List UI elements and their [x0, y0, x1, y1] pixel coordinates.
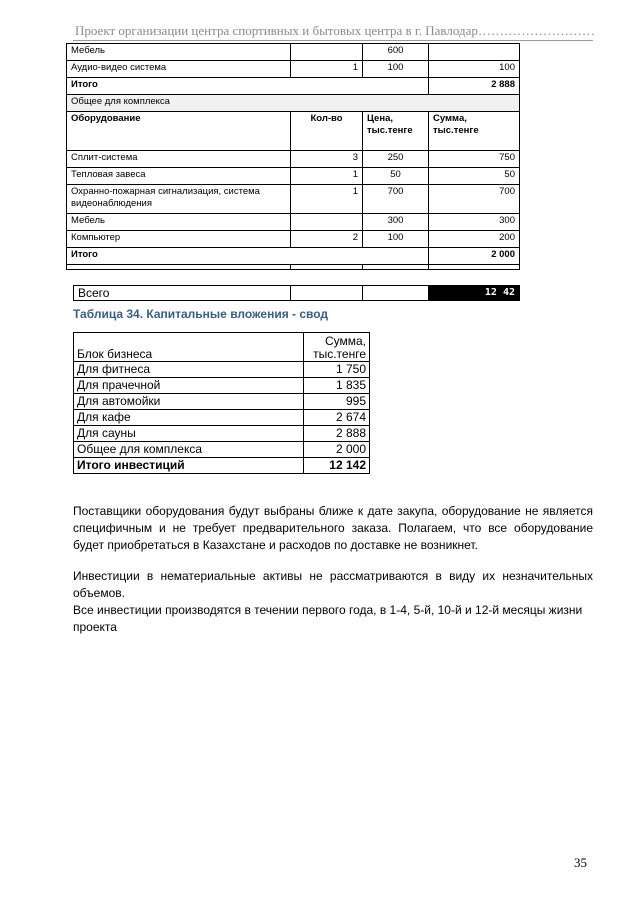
col-equipment: Оборудование	[67, 112, 291, 151]
subtotal-value: 2 000	[429, 248, 520, 265]
summary-label: Для фитнеса	[74, 362, 304, 378]
cell-name: Мебель	[67, 44, 291, 61]
cell-sum: 100	[429, 61, 520, 78]
grand-total-label: Всего	[74, 286, 291, 301]
table-row	[74, 394, 370, 410]
cell-qty: 1	[291, 61, 363, 78]
page-number: 35	[574, 855, 587, 870]
cell-qty	[291, 214, 363, 231]
cell-qty	[291, 44, 363, 61]
summary-total-label: Итого инвестиций	[74, 458, 304, 474]
cell-name: Охранно-пожарная сигнализация, система видеонаблюдения	[67, 185, 291, 214]
cell-price: 600	[363, 44, 429, 61]
empty-cell	[291, 286, 363, 301]
grand-total-row	[73, 285, 520, 301]
cell-name: Компьютер	[67, 231, 291, 248]
summary-label: Для прачечной	[74, 378, 304, 394]
table-row	[67, 61, 520, 78]
cell-price: 100	[363, 231, 429, 248]
summary-value: 2 674	[304, 410, 370, 426]
section-row	[67, 95, 520, 112]
header-row	[67, 112, 520, 151]
table-row	[74, 410, 370, 426]
cell-sum: 50	[429, 168, 520, 185]
col-sum: Сумма, тыс.тенге	[304, 333, 370, 362]
cell-sum: 300	[429, 214, 520, 231]
table-row	[67, 44, 520, 61]
summary-header-row	[74, 333, 370, 362]
equipment-table	[66, 43, 520, 270]
summary-label: Общее для комплекса	[74, 442, 304, 458]
summary-value: 1 750	[304, 362, 370, 378]
cell-name: Сплит-система	[67, 151, 291, 168]
cell-qty: 3	[291, 151, 363, 168]
table-row	[67, 168, 520, 185]
summary-value: 2 000	[304, 442, 370, 458]
running-header: Проект организации центра спортивных и бытовых центра в г. Павлодар………………………	[75, 23, 595, 38]
subtotal-label: Итого	[67, 248, 429, 265]
summary-value: 1 835	[304, 378, 370, 394]
table-row	[74, 362, 370, 378]
table-row	[74, 378, 370, 394]
spacer-cell	[429, 265, 520, 270]
cell-name: Аудио-видео система	[67, 61, 291, 78]
summary-label: Для сауны	[74, 426, 304, 442]
table-row	[67, 185, 520, 214]
col-price: Цена, тыс.тенге	[363, 112, 429, 151]
cell-name: Тепловая завеса	[67, 168, 291, 185]
col-sum: Сумма, тыс.тенге	[429, 112, 520, 151]
summary-total-value: 12 142	[304, 458, 370, 474]
table-row	[74, 442, 370, 458]
table-row	[67, 231, 520, 248]
cell-sum: 200	[429, 231, 520, 248]
section-title: Общее для комплекса	[67, 95, 520, 112]
spacer-cell	[291, 265, 363, 270]
table-row	[67, 151, 520, 168]
cell-qty: 1	[291, 185, 363, 214]
cell-price: 100	[363, 61, 429, 78]
summary-value: 2 888	[304, 426, 370, 442]
table-row	[74, 426, 370, 442]
summary-label: Для кафе	[74, 410, 304, 426]
summary-total-row	[74, 458, 370, 474]
paragraph-intangibles: Инвестиции в нематериальные активы не рассматриваются в виду их незначительных объемов.	[73, 569, 593, 600]
table-caption: Таблица 34. Капитальные вложения - свод	[73, 307, 329, 321]
col-block: Блок бизнеса	[74, 333, 304, 362]
subtotal-label: Итого	[67, 78, 429, 95]
summary-label: Для автомойки	[74, 394, 304, 410]
summary-value: 995	[304, 394, 370, 410]
spacer-row	[67, 265, 520, 270]
cell-name: Мебель	[67, 214, 291, 231]
paragraph-schedule: Все инвестиции производятся в течении первого года, в 1-4, 5-й, 10-й и 12-й месяцы жизни проекта	[73, 603, 583, 634]
subtotal-row	[67, 78, 520, 95]
spacer-cell	[67, 265, 291, 270]
cell-price: 50	[363, 168, 429, 185]
cell-price: 700	[363, 185, 429, 214]
header-rule	[73, 40, 593, 41]
cell-sum	[429, 44, 520, 61]
summary-table	[73, 332, 370, 474]
table-row	[67, 214, 520, 231]
cell-price: 250	[363, 151, 429, 168]
spacer-cell	[363, 265, 429, 270]
grand-total-value: 12 42	[429, 286, 520, 301]
subtotal-value: 2 888	[429, 78, 520, 95]
cell-qty: 2	[291, 231, 363, 248]
paragraph-suppliers: Поставщики оборудования будут выбраны ближе к дате закупа, оборудование не является специфичным и не требует предварительного заказа. Полагаем, что все оборудование будет приобретаться в Казахстане и расходов по доставке не возникнет.	[73, 504, 593, 552]
cell-sum: 700	[429, 185, 520, 214]
cell-price: 300	[363, 214, 429, 231]
col-qty: Кол-во	[291, 112, 363, 151]
cell-qty: 1	[291, 168, 363, 185]
cell-sum: 750	[429, 151, 520, 168]
subtotal-row	[67, 248, 520, 265]
empty-cell	[363, 286, 429, 301]
